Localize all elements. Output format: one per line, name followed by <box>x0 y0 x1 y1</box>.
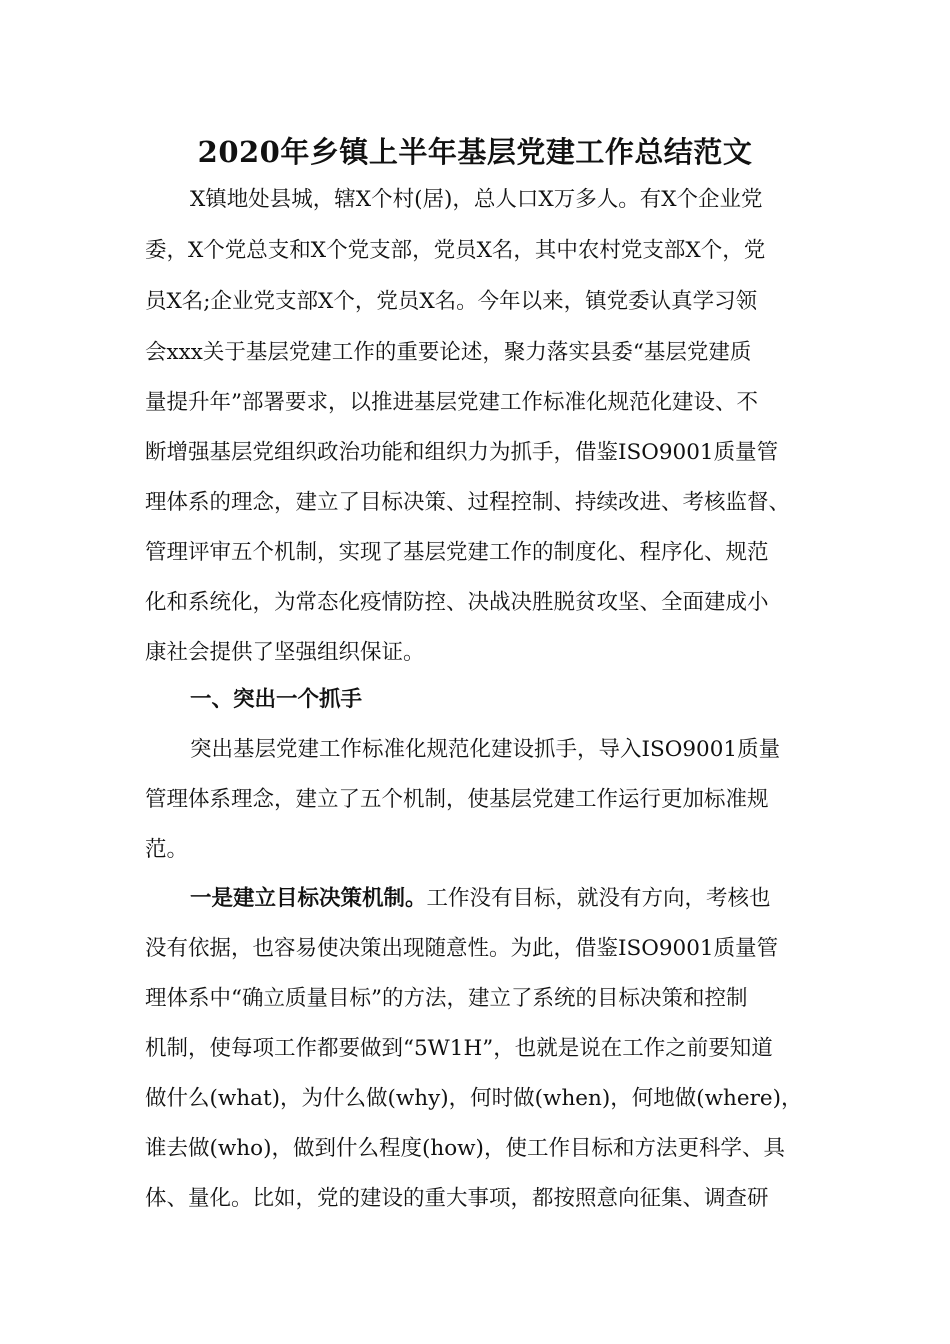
section-heading: 一、突出一个抓手 <box>190 687 363 712</box>
paragraph-line: X镇地处县城，辖X个村(居)，总人口X万多人。有X个企业党 <box>190 187 763 212</box>
paragraph-line: 管理体系理念，建立了五个机制，使基层党建工作运行更加标准规 <box>145 787 769 812</box>
subsection-heading: 一是建立目标决策机制。 <box>190 886 427 911</box>
paragraph-line: 员X名;企业党支部X个，党员X名。今年以来，镇党委认真学习领 <box>145 289 758 314</box>
paragraph-line: 体、量化。比如，党的建设的重大事项，都按照意向征集、调查研 <box>145 1186 769 1211</box>
document-title: 2020年乡镇上半年基层党建工作总结范文 <box>197 135 753 169</box>
paragraph-line: 做什么(what)，为什么做(why)，何时做(when)，何地做(where)， <box>145 1086 803 1111</box>
paragraph-line: 断增强基层党组织政治功能和组织力为抓手，借鉴ISO9001质量管 <box>145 440 779 465</box>
paragraph-line: 突出基层党建工作标准化规范化建设抓手，导入ISO9001质量 <box>190 737 781 762</box>
paragraph-line: 委，X个党总支和X个党支部，党员X名，其中农村党支部X个，党 <box>145 238 766 263</box>
paragraph-text: 工作没有目标，就没有方向，考核也 <box>426 886 771 911</box>
paragraph-line <box>190 884 805 914</box>
paragraph-line: 理体系的理念，建立了目标决策、过程控制、持续改进、考核监督、 <box>145 490 791 515</box>
paragraph-line: 管理评审五个机制，实现了基层党建工作的制度化、程序化、规范 <box>145 540 769 565</box>
paragraph-line: 没有依据，也容易使决策出现随意性。为此，借鉴ISO9001质量管 <box>145 936 779 961</box>
paragraph-line: 化和系统化，为常态化疫情防控、决战决胜脱贫攻坚、全面建成小 <box>145 590 769 615</box>
paragraph-line: 理体系中“确立质量目标”的方法，建立了系统的目标决策和控制 <box>145 986 748 1011</box>
paragraph-line: 会xxx关于基层党建工作的重要论述，聚力落实县委“基层党建质 <box>145 340 752 365</box>
paragraph-line: 谁去做(who)，做到什么程度(how)，使工作目标和方法更科学、具 <box>145 1136 785 1161</box>
paragraph-line: 机制，使每项工作都要做到“5W1H”，也就是说在工作之前要知道 <box>145 1036 773 1061</box>
paragraph-line: 范。 <box>145 837 189 862</box>
paragraph-line: 康社会提供了坚强组织保证。 <box>145 640 425 665</box>
paragraph-line: 量提升年”部署要求，以推进基层党建工作标准化规范化建设、不 <box>145 390 758 415</box>
